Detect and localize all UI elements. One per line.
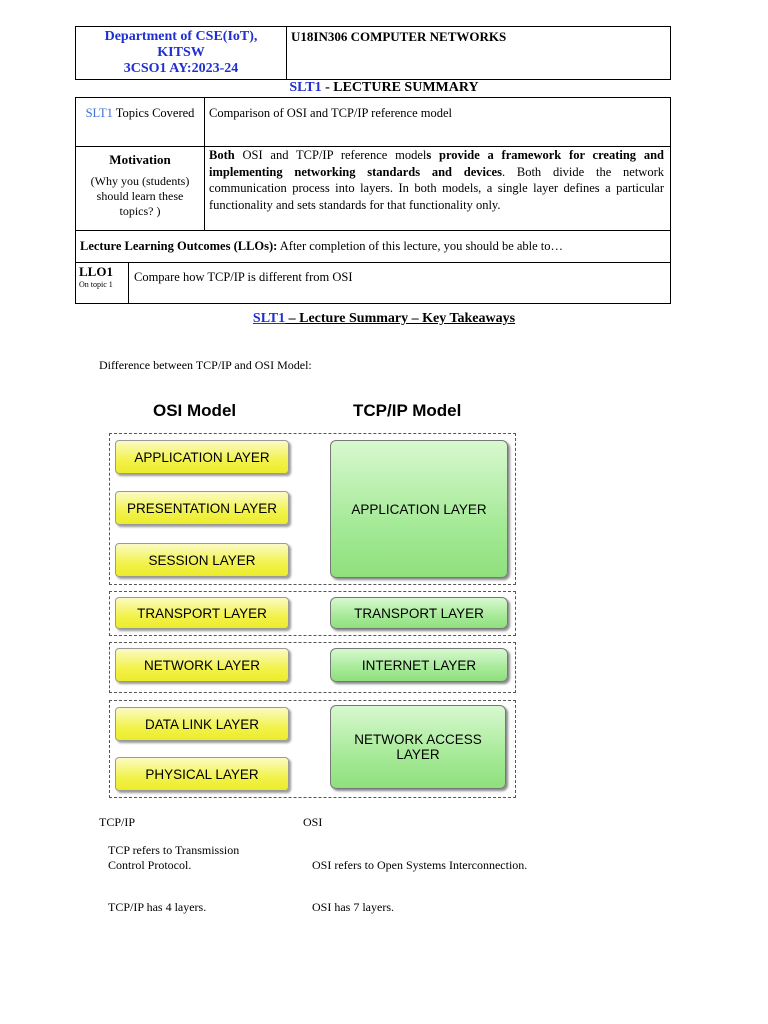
comparison-row-2-tcp: TCP/IP has 4 layers. xyxy=(108,900,207,914)
tcp-application-layer: APPLICATION LAYER xyxy=(330,440,508,578)
comparison-row-1-tcp: TCP refers to Transmission Control Protocol. xyxy=(108,843,240,872)
osi-data-link-layer: DATA LINK LAYER xyxy=(115,707,289,741)
kt-text: – Lecture Summary – Key Takeaways xyxy=(285,311,516,326)
motivation-text-1: OSI and TCP/IP reference model xyxy=(234,148,427,162)
llo1-sub: On topic 1 xyxy=(79,280,113,289)
course-title: U18IN306 COMPUTER NETWORKS xyxy=(287,27,671,80)
tcp-network-access-layer: NETWORK ACCESS LAYER xyxy=(330,705,506,789)
llo-intro-bold: Lecture Learning Outcomes (LLOs): xyxy=(80,239,278,253)
class-year: 3CSO1 AY:2023-24 xyxy=(123,61,239,76)
topics-value: Comparison of OSI and TCP/IP reference model xyxy=(205,98,671,147)
llo-table xyxy=(75,262,671,304)
topics-label-text: Topics Covered xyxy=(112,106,195,120)
motivation-bold-1: Both xyxy=(209,148,235,162)
slt-code: SLT1 xyxy=(289,80,322,95)
lecture-summary-text: - LECTURE SUMMARY xyxy=(321,80,479,95)
tcp-title: TCP/IP Model xyxy=(353,401,462,420)
motivation-sublabel: (Why you (students) should learn these topics? ) xyxy=(90,173,190,218)
osi-physical-layer: PHYSICAL LAYER xyxy=(115,757,289,791)
header-table xyxy=(75,26,671,80)
key-takeaways-title xyxy=(0,311,768,327)
comparison-row-2-osi: OSI has 7 layers. xyxy=(312,900,394,914)
motivation-label: Motivation xyxy=(109,152,171,167)
department-cell xyxy=(76,27,287,80)
motivation-text-2: . Both divide the network communication process into layers. In both models, a single layer defines a particular functionality and sets standards for that functionality only. xyxy=(209,164,664,212)
llo-intro xyxy=(76,231,671,263)
summary-table xyxy=(75,97,671,263)
osi-session-layer: SESSION LAYER xyxy=(115,543,289,577)
motivation-text xyxy=(205,147,671,231)
comparison-col-osi: OSI xyxy=(303,815,323,829)
llo1-label: LLO1 xyxy=(79,264,113,279)
motivation-bold-2: s provide a framework for creating and implementing networking standards and devices xyxy=(209,148,664,179)
tcp-internet-layer: INTERNET LAYER xyxy=(330,648,508,682)
osi-application-layer: APPLICATION LAYER xyxy=(115,440,289,474)
motivation-label-cell xyxy=(76,147,205,231)
lecture-summary-title xyxy=(0,80,768,96)
osi-title: OSI Model xyxy=(153,401,237,420)
topics-label xyxy=(76,98,205,147)
kt-code: SLT1 xyxy=(252,311,286,326)
department-name: Department of CSE(IoT), xyxy=(104,29,258,44)
llo1-label-cell xyxy=(76,263,129,304)
difference-heading: Difference between TCP/IP and OSI Model: xyxy=(99,358,312,372)
llo-intro-text: After completion of this lecture, you should be able to… xyxy=(277,239,564,253)
osi-network-layer: NETWORK LAYER xyxy=(115,648,289,682)
osi-transport-layer: TRANSPORT LAYER xyxy=(115,597,289,629)
comparison-col-tcp: TCP/IP xyxy=(99,815,136,829)
tcp-transport-layer: TRANSPORT LAYER xyxy=(330,597,508,629)
osi-presentation-layer: PRESENTATION LAYER xyxy=(115,491,289,525)
institute-name: KITSW xyxy=(157,45,205,60)
topics-code: SLT1 xyxy=(85,106,113,120)
llo1-text: Compare how TCP/IP is different from OSI xyxy=(129,263,671,304)
comparison-row-1-osi: OSI refers to Open Systems Interconnection. xyxy=(312,858,528,872)
